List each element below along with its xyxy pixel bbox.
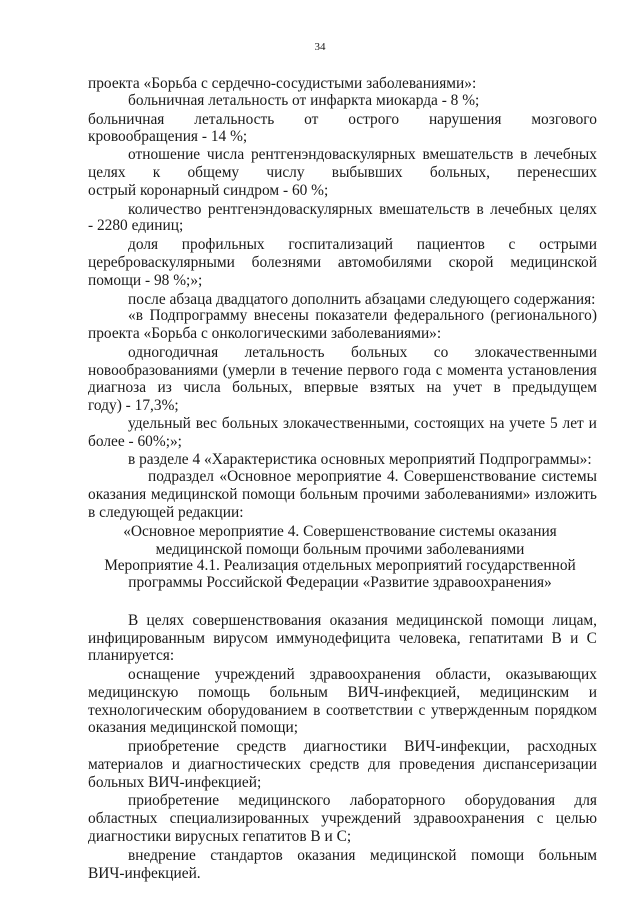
page-number: 34 <box>314 41 326 53</box>
text-line: году) - 17,3%; <box>88 397 179 414</box>
text-line: больничная летальность от инфаркта миокарда - 8 %; <box>128 92 480 109</box>
text-line: подраздел «Основное мероприятие 4. Совершенствование системы <box>148 468 597 485</box>
text-line: острый коронарный синдром - 60 %; <box>88 182 329 199</box>
text-line: оснащение учреждений здравоохранения области, оказывающих <box>128 666 597 683</box>
text-line: одногодичная летальность больных со злокачественными <box>128 344 597 361</box>
text-line: диагноза из числа больных, впервые взятых на учет в предыдущем <box>88 379 597 396</box>
text-line: планируется: <box>88 647 175 664</box>
text-line: медицинскую помощь больным ВИЧ-инфекцией, медицинским и <box>88 684 597 701</box>
text-line: кровообращения - 14 %; <box>88 128 248 145</box>
text-line: удельный вес больных злокачественными, состоящих на учете 5 лет и <box>128 415 597 432</box>
text-line: внедрение стандартов оказания медицинской помощи больным <box>128 847 597 864</box>
text-line: «в Подпрограмму внесены показатели федерального (регионального) <box>128 307 597 324</box>
text-line: проекта «Борьба с онкологическими заболеваниями»: <box>88 325 442 342</box>
text-line: В целях совершенствования оказания медицинской помощи лицам, <box>128 612 597 629</box>
text-line: технологическим оборудованием в соответствии с утвержденным порядком <box>88 702 597 719</box>
text-line: программы Российской Федерации «Развитие здравоохранения» <box>128 574 552 591</box>
text-line: более - 60%;»; <box>88 433 182 450</box>
text-line: целях к общему числу выбывших больных, перенесших <box>88 164 597 181</box>
text-line: «Основное мероприятие 4. Совершенствование системы оказания <box>123 523 557 540</box>
text-line: доля профильных госпитализаций пациентов с острыми <box>128 236 597 253</box>
text-line: количество рентгенэндоваскулярных вмешательств в лечебных целях <box>128 201 597 218</box>
text-line: ВИЧ-инфекцией. <box>88 865 201 882</box>
text-line: - 2280 единиц; <box>88 217 184 234</box>
text-line: больных ВИЧ-инфекцией; <box>88 774 262 791</box>
text-line: диагностики вирусных гепатитов В и С; <box>88 828 352 845</box>
text-line: новообразованиями (умерли в течение первого года с момента установления <box>88 362 597 379</box>
text-line: приобретение средств диагностики ВИЧ-инфекции, расходных <box>128 738 597 755</box>
text-line: оказания медицинской помощи больным прочими заболеваниями» изложить <box>88 486 597 503</box>
text-line: помощи - 98 %;»; <box>88 272 203 289</box>
text-line: цереброваскулярными болезнями автомобилями скорой медицинской <box>88 254 597 271</box>
text-line: проекта «Борьба с сердечно-сосудистыми заболеваниями»: <box>88 75 477 92</box>
text-line: медицинской помощи больным прочими заболеваниями <box>155 541 525 558</box>
text-line: Мероприятие 4.1. Реализация отдельных мероприятий государственной <box>104 557 576 574</box>
text-line: после абзаца двадцатого дополнить абзацами следующего содержания: <box>128 291 596 308</box>
text-line: инфицированным вирусом иммунодефицита человека, гепатитами В и С <box>88 630 597 647</box>
text-line: больничная летальность от острого нарушения мозгового <box>88 111 597 128</box>
text-line: отношение числа рентгенэндоваскулярных вмешательств в лечебных <box>128 146 597 163</box>
text-line: приобретение медицинского лабораторного оборудования для <box>128 792 597 809</box>
text-line: материалов и диагностических средств для проведения диспансеризации <box>88 756 597 773</box>
text-line: в следующей редакции: <box>88 504 244 521</box>
text-line: оказания медицинской помощи; <box>88 719 298 736</box>
text-line: в разделе 4 «Характеристика основных мероприятий Подпрограммы»: <box>128 451 592 468</box>
text-line: областных специализированных учреждений здравоохранения с целью <box>88 810 597 827</box>
